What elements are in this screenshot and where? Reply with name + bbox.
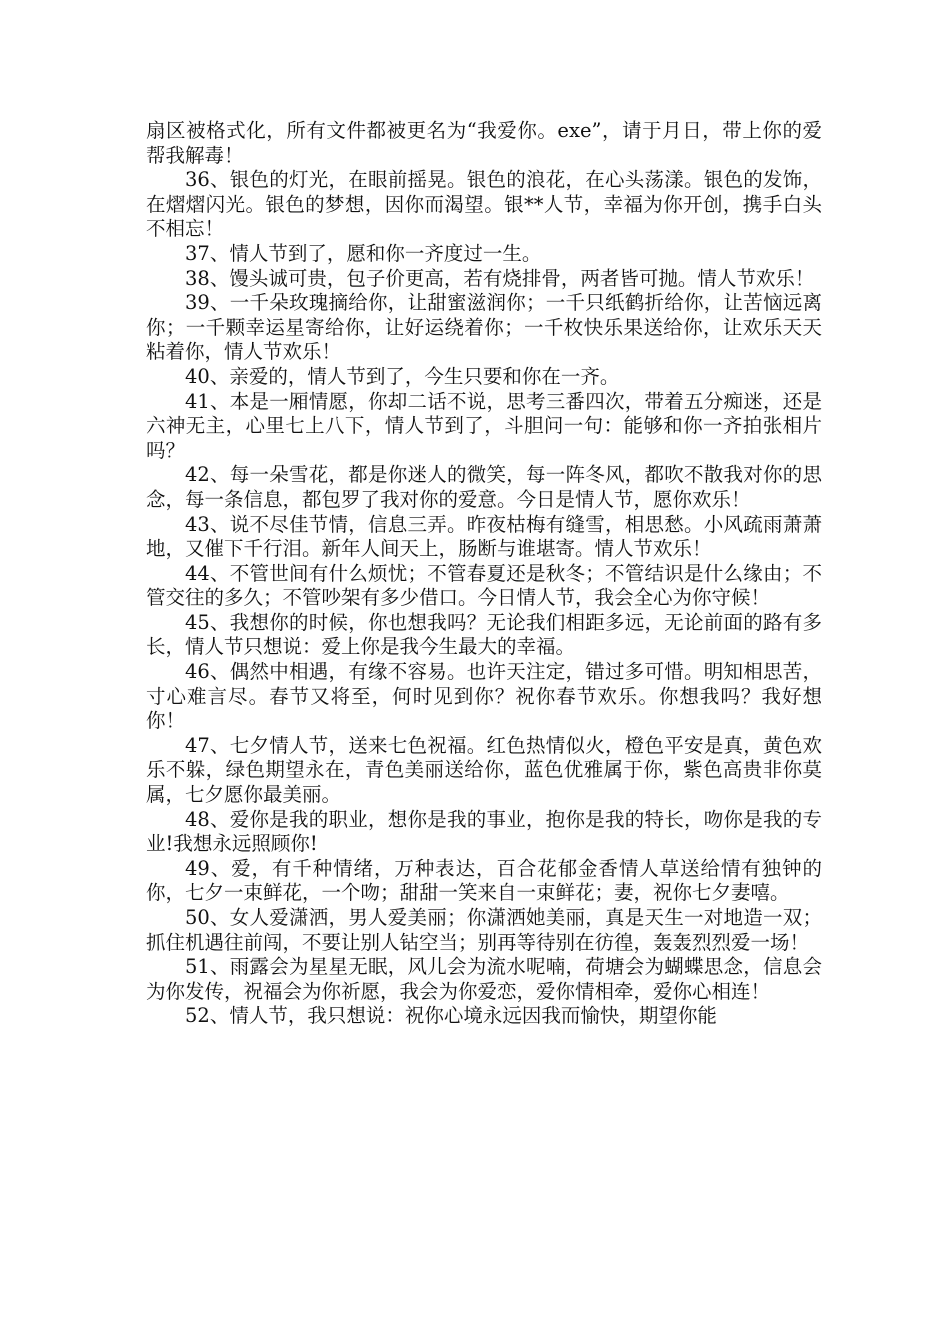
paragraph-48: 48、爱你是我的职业，想你是我的事业，抱你是我的特长，吻你是我的专业!我想永远照顾你! — [146, 807, 822, 856]
paragraph-39: 39、一千朵玫瑰摘给你，让甜蜜滋润你；一千只纸鹤折给你，让苦恼远离你；一千颗幸运星寄给你，让好运绕着你；一千枚快乐果送给你，让欢乐天天粘着你，情人节欢乐！ — [146, 291, 822, 364]
paragraph-50: 50、女人爱潇洒，男人爱美丽；你潇洒她美丽，真是天生一对地造一双；抓住机遇往前闯，不要让别人钻空当；别再等待别在彷徨，轰轰烈烈爱一场！ — [146, 906, 822, 954]
paragraph-47: 47、七夕情人节，送来七色祝福。红色热情似火，橙色平安是真，黄色欢乐不躲，绿色期望永在，青色美丽送给你，蓝色优雅属于你，紫色高贵非你莫属，七夕愿你最美丽。 — [146, 733, 822, 807]
paragraph-49: 49、爱，有千种情绪，万种表达，百合花郁金香情人草送给情有独钟的你，七夕一束鲜花，一个吻；甜甜一笑来自一束鲜花；妻，祝你七夕妻嘻。 — [146, 856, 822, 905]
paragraph-45: 45、我想你的时候，你也想我吗？无论我们相距多远，无论前面的路有多长，情人节只想说：爱上你是我今生最大的幸福。 — [146, 610, 822, 659]
paragraph-40: 40、亲爱的，情人节到了，今生只要和你在一齐。 — [185, 364, 620, 388]
document-body — [146, 119, 822, 1029]
paragraph-38: 38、馒头诚可贵，包子价更高，若有烧排骨，两者皆可抛。情人节欢乐！ — [185, 266, 815, 290]
paragraph-43: 43、说不尽佳节情，信息三弄。昨夜枯梅有缝雪，相思愁。小风疏雨萧萧地，又催下千行泪。新年人间天上，肠断与谁堪寄。情人节欢乐！ — [146, 512, 822, 561]
paragraph-52: 52、情人节，我只想说：祝你心境永远因我而愉快，期望你能 — [185, 1004, 717, 1028]
paragraph-51: 51、雨露会为星星无眠，风儿会为流水呢喃，荷塘会为蝴蝶思念，信息会为你发传，祝福会为你祈愿，我会为你爱恋，爱你情相牵，爱你心相连！ — [146, 955, 822, 1003]
paragraph-46: 46、偶然中相遇，有缘不容易。也许天注定，错过多可惜。明知相思苦，寸心难言尽。春节又将至，何时见到你？祝你春节欢乐。你想我吗？我好想你！ — [146, 660, 822, 733]
paragraph-41: 41、本是一厢情愿，你却二话不说，思考三番四次，带着五分痴迷，还是六神无主，心里七上八下，情人节到了，斗胆问一句：能够和你一齐拍张相片吗？ — [146, 389, 822, 462]
paragraph-continued: 扇区被格式化，所有文件都被更名为“我爱你。exe”，请于月日，带上你的爱帮我解毒！ — [146, 119, 822, 167]
paragraph-44: 44、不管世间有什么烦忧；不管春夏还是秋冬；不管结识是什么缘由；不管交往的多久；不管吵架有多少借口。今日情人节，我会全心为你守候！ — [146, 561, 822, 610]
paragraph-36: 36、银色的灯光，在眼前摇晃。银色的浪花，在心头荡漾。银色的发饰，在熠熠闪光。银色的梦想，因你而渴望。银**人节，幸福为你开创，携手白头不相忘！ — [146, 168, 822, 241]
paragraph-37: 37、情人节到了，愿和你一齐度过一生。 — [185, 241, 542, 265]
paragraph-42: 42、每一朵雪花，都是你迷人的微笑，每一阵冬风，都吹不散我对你的思念，每一条信息，都包罗了我对你的爱意。今日是情人节，愿你欢乐！ — [146, 463, 822, 511]
